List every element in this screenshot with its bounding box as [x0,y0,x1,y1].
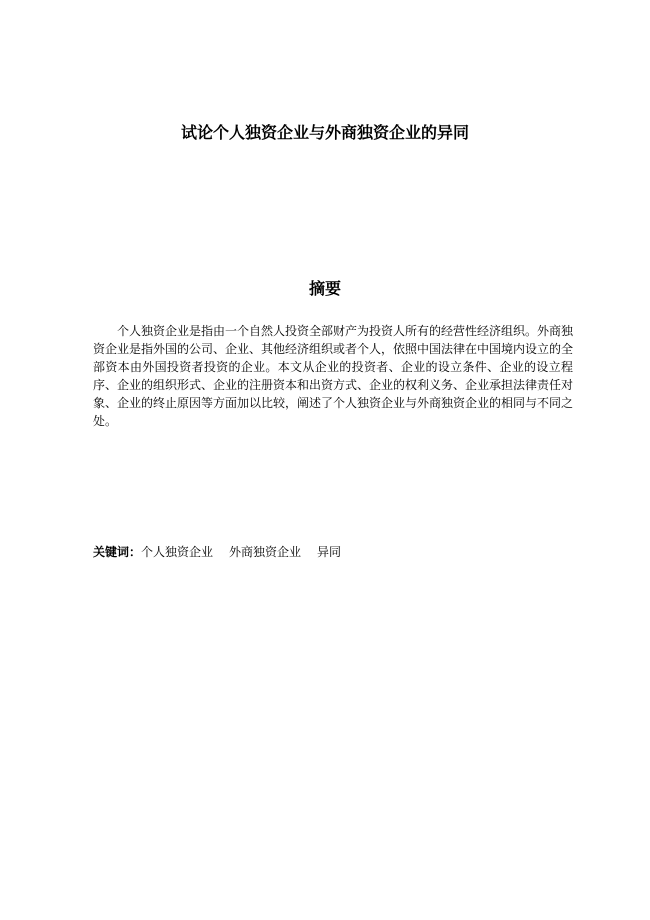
abstract-section [93,322,573,430]
keyword-item: 外商独资企业 [229,545,302,559]
keywords-line [93,544,357,560]
abstract-paragraph: 个人独资企业是指由一个自然人投资全部财产为投资人所有的经营性经济组织。外商独资企业是指外国的公司、企业、其他经济组织或者个人，依照中国法律在中国境内设立的全部资本由外国投资者投资的企业。本文从企业的投资者、企业的设立条件、企业的设立程序、企业的组织形式、企业的注册资本和出资方式、企业的权利义务、企业承担法律责任对象、企业的终止原因等方面加以比较，阐述了个人独资企业与外商独资企业的相同与不同之处。 [93,324,574,428]
keyword-item: 异同 [317,545,342,559]
abstract-heading: 摘要 [308,279,341,298]
keyword-item: 个人独资企业 [141,545,214,559]
keywords-label: 关键词： [93,545,142,559]
document-title: 试论个人独资企业与外商独资企业的异同 [180,123,469,142]
